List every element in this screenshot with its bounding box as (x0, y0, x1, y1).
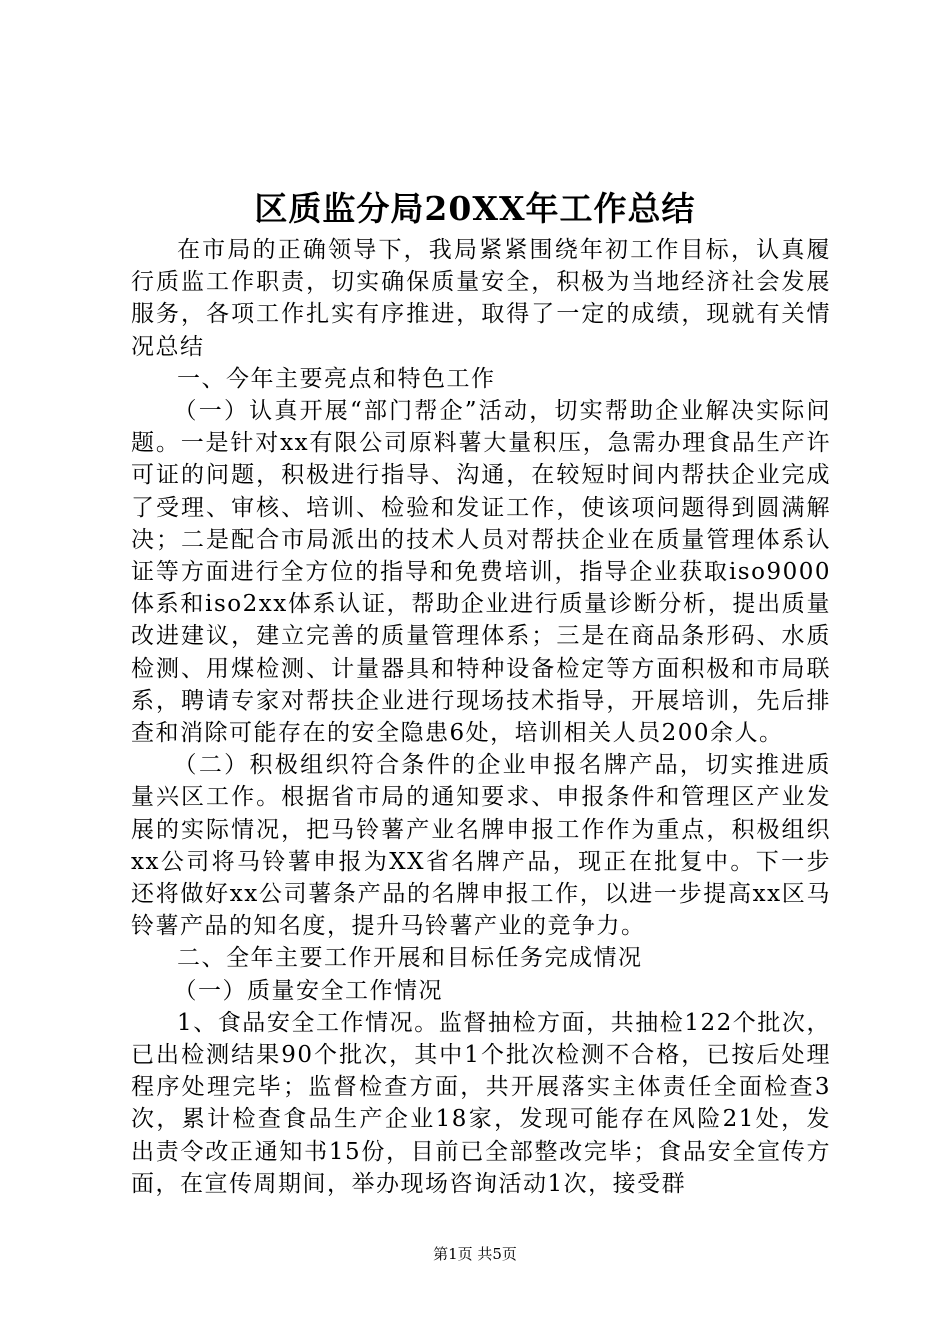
section-heading-1: 一、今年主要亮点和特色工作 (177, 365, 496, 392)
paragraph-item-2: （二）积极组织符合条件的企业申报名牌产品，切实推进质量兴区工作。根据省市局的通知要求、申报条件和管理区产业发展的实际情况，把马铃薯产业名牌申报工作作为重点，积极组织xx公司将马铃薯申报为XX省名牌产品，现正在批复中。下一步还将做好xx公司薯条产品的名牌申报工作，以进一步提高xx区马铃薯产品的知名度，提升马铃薯产业的竞争力。 (131, 752, 831, 940)
paragraph-food-safety: 1、食品安全工作情况。监督抽检方面，共抽检122个批次，已出检测结果90个批次，其中1个批次检测不合格，已按后处理程序处理完毕；监督检查方面，共开展落实主体责任全面检查3次，累计检查食品生产企业18家，发现可能存在风险21处，发出责令改正通知书15份，目前已全部整改完毕；食品安全宣传方面，在宣传周期间，举办现场咨询活动1次，接受群 (131, 1009, 831, 1197)
document-title: 区质监分局20XX年工作总结 (254, 189, 696, 228)
section-heading-2: 二、全年主要工作开展和目标任务完成情况 (177, 945, 643, 972)
subsection-heading-1: （一）质量安全工作情况 (173, 977, 444, 1004)
document-body (131, 234, 831, 1200)
page-footer: 第1页 共5页 (433, 1245, 517, 1263)
intro-paragraph: 在市局的正确领导下，我局紧紧围绕年初工作目标，认真履行质监工作职责，切实确保质量安全，积极为当地经济社会发展服务，各项工作扎实有序推进，取得了一定的成绩，现就有关情况总结 (131, 237, 831, 360)
paragraph-item-1: （一）认真开展“部门帮企”活动，切实帮助企业解决实际问题。一是针对xx有限公司原料薯大量积压，急需办理食品生产许可证的问题，积极进行指导、沟通，在较短时间内帮扶企业完成了受理、审核、培训、检验和发证工作，使该项问题得到圆满解决；二是配合市局派出的技术人员对帮扶企业在质量管理体系认证等方面进行全方位的指导和免费培训，指导企业获取iso9000体系和iso2xx体系认证，帮助企业进行质量诊断分析，提出质量改进建议，建立完善的质量管理体系；三是在商品条形码、水质检测、用煤检测、计量器具和特种设备检定等方面积极和市局联系，聘请专家对帮扶企业进行现场技术指导，开展培训，先后排查和消除可能存在的安全隐患6处，培训相关人员200余人。 (131, 398, 831, 747)
